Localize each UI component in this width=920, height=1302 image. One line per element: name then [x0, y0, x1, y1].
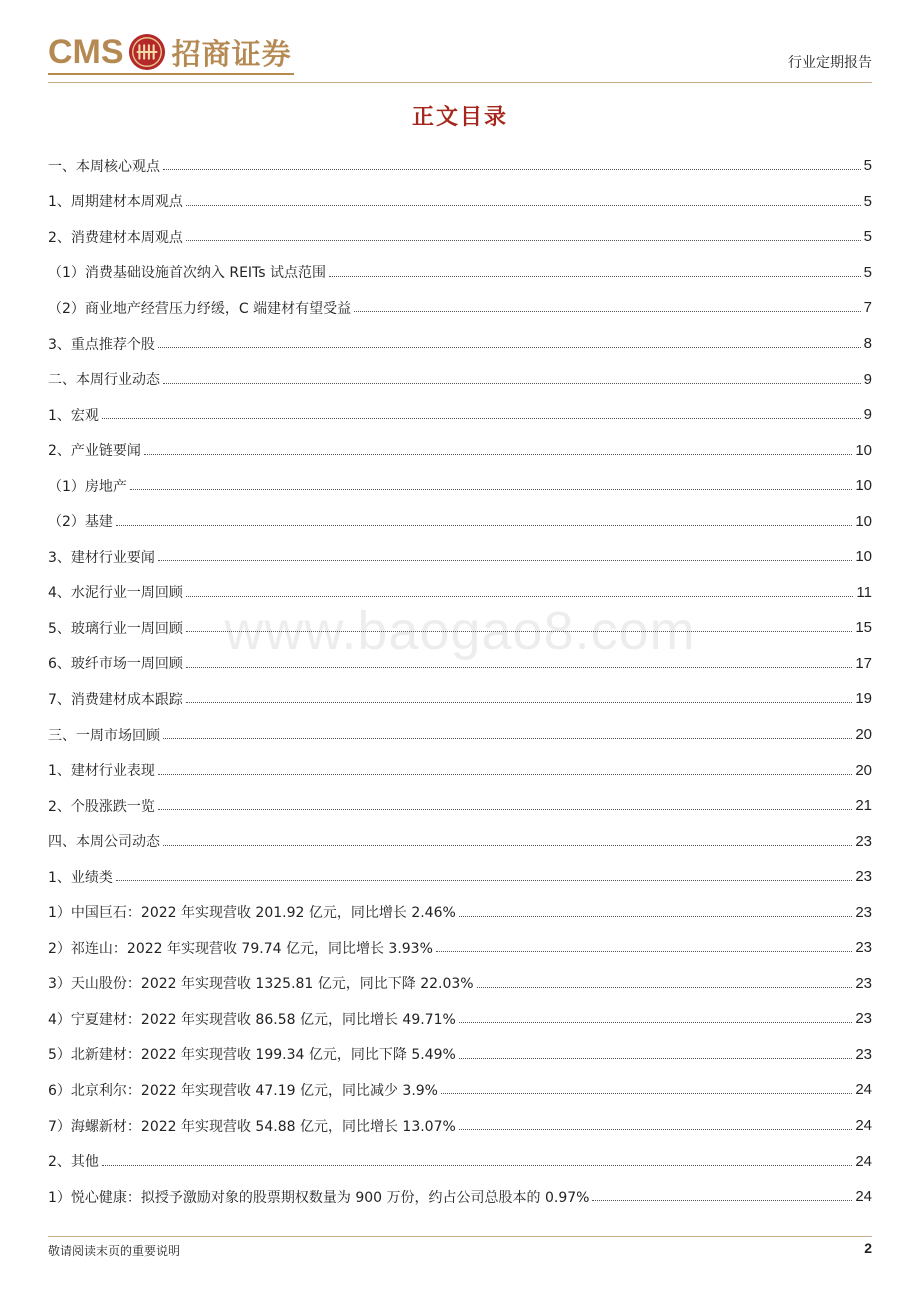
toc-entry-text: 2）祁连山：2022 年实现营收 79.74 亿元，同比增长 3.93%: [48, 940, 433, 957]
toc-entry[interactable]: [48, 966, 872, 1002]
toc-entry-text: 2、个股涨跌一览: [48, 798, 155, 815]
toc-entry-text: 2、消费建材本周观点: [48, 229, 183, 246]
logo-chinese-text: 招商证券: [171, 36, 292, 71]
footer-disclaimer-note: 敬请阅读末页的重要说明: [48, 1244, 181, 1258]
toc-entry[interactable]: [48, 503, 872, 539]
page-number: 2: [864, 1240, 872, 1256]
toc-entry-text: 2、产业链要闻: [48, 443, 141, 460]
toc-entry[interactable]: [48, 1179, 872, 1215]
toc-entry-page: 10: [855, 512, 872, 530]
toc-entry[interactable]: [48, 1108, 872, 1144]
toc-dot-leader: [186, 205, 861, 206]
toc-entry[interactable]: [48, 894, 872, 930]
toc-dot-leader: [102, 418, 861, 419]
toc-entry-page: 23: [855, 1045, 872, 1063]
toc-entry-page: 19: [855, 690, 872, 708]
toc-entry-page: 20: [855, 726, 872, 744]
toc-entry[interactable]: [48, 219, 872, 255]
toc-dot-leader: [459, 916, 853, 917]
toc-dot-leader: [158, 560, 852, 561]
toc-entry-text: 3、重点推荐个股: [48, 336, 155, 353]
header-divider: [48, 82, 872, 83]
toc-entry-text: 三、一周市场回顾: [48, 727, 160, 744]
toc-entry-text: 一、本周核心观点: [48, 158, 160, 175]
toc-entry-text: 1）悦心健康：拟授予激励对象的股票期权数量为 900 万份，约占公司总股本的 0.97%: [48, 1189, 590, 1206]
toc-entry-page: 23: [855, 868, 872, 886]
toc-entry[interactable]: [48, 1037, 872, 1073]
toc-dot-leader: [163, 169, 861, 170]
toc-dot-leader: [186, 596, 854, 597]
toc-entry[interactable]: [48, 930, 872, 966]
toc-entry-page: 23: [855, 939, 872, 957]
toc-entry-text: 4、水泥行业一周回顾: [48, 585, 183, 602]
toc-entry[interactable]: [48, 290, 872, 326]
toc-entry[interactable]: [48, 326, 872, 362]
toc-entry-text: 3）天山股份：2022 年实现营收 1325.81 亿元，同比下降 22.03%: [48, 976, 474, 993]
cms-seal-icon: [128, 33, 166, 71]
toc-entry-page: 24: [855, 1188, 872, 1206]
toc-entry[interactable]: [48, 859, 872, 895]
toc-dot-leader: [186, 240, 861, 241]
toc-entry-text: （1）房地产: [48, 478, 127, 495]
toc-dot-leader: [329, 276, 861, 277]
toc-entry[interactable]: [48, 148, 872, 184]
toc-dot-leader: [459, 1058, 853, 1059]
toc-entry[interactable]: [48, 1143, 872, 1179]
toc-dot-leader: [592, 1200, 852, 1201]
toc-entry[interactable]: [48, 1072, 872, 1108]
toc-dot-leader: [436, 951, 852, 952]
toc-entry-page: 23: [855, 832, 872, 850]
toc-entry-page: 8: [863, 335, 872, 352]
toc-dot-leader: [158, 347, 861, 348]
toc-entry[interactable]: [48, 432, 872, 468]
toc-entry-text: （2）商业地产经营压力纾缓，C 端建材有望受益: [48, 300, 352, 317]
toc-entry[interactable]: [48, 575, 872, 611]
toc-entry-page: 10: [855, 477, 872, 495]
toc-entry-text: 二、本周行业动态: [48, 372, 160, 389]
watermark: www.baogao8.com: [224, 601, 696, 661]
toc-entry-page: 7: [863, 299, 872, 317]
table-of-contents: [48, 148, 872, 1214]
toc-entry[interactable]: [48, 681, 872, 717]
toc-entry-page: 15: [855, 619, 872, 637]
toc-title: 正文目录: [411, 104, 508, 130]
toc-entry-page: 10: [855, 548, 872, 566]
toc-entry-page: 5: [863, 192, 872, 210]
report-type-label: 行业定期报告: [788, 55, 872, 71]
toc-dot-leader: [459, 1129, 853, 1130]
toc-entry-text: 2、其他: [48, 1154, 99, 1171]
toc-entry-text: 5）北新建材：2022 年实现营收 199.34 亿元，同比下降 5.49%: [48, 1047, 456, 1064]
toc-dot-leader: [158, 774, 852, 775]
toc-entry[interactable]: [48, 184, 872, 220]
toc-dot-leader: [144, 454, 852, 455]
toc-dot-leader: [441, 1093, 852, 1094]
toc-dot-leader: [477, 987, 853, 988]
footer-divider: [48, 1236, 872, 1237]
toc-entry-page: 24: [855, 1152, 872, 1170]
toc-entry-text: 7、消费建材成本跟踪: [48, 691, 183, 708]
toc-entry[interactable]: [48, 752, 872, 788]
toc-entry-page: 5: [863, 157, 872, 175]
toc-entry-page: 23: [855, 1010, 872, 1028]
toc-entry-text: 5、玻璃行业一周回顾: [48, 620, 183, 637]
toc-entry[interactable]: [48, 255, 872, 291]
toc-dot-leader: [186, 667, 852, 668]
toc-entry[interactable]: [48, 468, 872, 504]
toc-entry-page: 9: [863, 370, 872, 388]
toc-entry-text: 7）海螺新材：2022 年实现营收 54.88 亿元，同比增长 13.07%: [48, 1118, 456, 1135]
toc-entry-text: 1、宏观: [48, 407, 99, 424]
toc-entry-text: 4）宁夏建材：2022 年实现营收 86.58 亿元，同比增长 49.71%: [48, 1011, 456, 1028]
toc-entry[interactable]: [48, 646, 872, 682]
toc-entry-text: （2）基建: [48, 514, 113, 531]
toc-entry-page: 24: [855, 1117, 872, 1135]
toc-entry-page: 24: [855, 1081, 872, 1099]
toc-entry-text: 3、建材行业要闻: [48, 549, 155, 566]
toc-dot-leader: [186, 702, 852, 703]
toc-entry-page: 21: [855, 797, 872, 815]
toc-entry-page: 11: [856, 583, 872, 601]
logo-latin-text: CMS: [48, 32, 124, 71]
cms-logo: [48, 30, 292, 74]
toc-entry-text: 1）中国巨石：2022 年实现营收 201.92 亿元，同比增长 2.46%: [48, 905, 456, 922]
toc-dot-leader: [163, 845, 852, 846]
toc-entry-page: 5: [863, 263, 872, 281]
toc-entry[interactable]: [48, 717, 872, 753]
toc-entry-page: 20: [855, 761, 872, 779]
toc-dot-leader: [158, 809, 852, 810]
toc-entry-text: 1、建材行业表现: [48, 763, 155, 780]
toc-entry[interactable]: [48, 397, 872, 433]
toc-entry-text: 1、业绩类: [48, 869, 113, 886]
toc-entry[interactable]: [48, 539, 872, 575]
toc-dot-leader: [116, 525, 852, 526]
toc-dot-leader: [186, 631, 852, 632]
toc-entry-page: 5: [863, 228, 872, 246]
toc-entry-text: （1）消费基础设施首次纳入 REITs 试点范围: [48, 265, 327, 282]
toc-entry[interactable]: [48, 823, 872, 859]
toc-dot-leader: [163, 738, 852, 739]
toc-entry[interactable]: [48, 1001, 872, 1037]
toc-entry-text: 6、玻纤市场一周回顾: [48, 656, 183, 673]
toc-entry[interactable]: [48, 361, 872, 397]
toc-dot-leader: [459, 1022, 853, 1023]
toc-entry-page: 23: [855, 974, 872, 992]
toc-entry-page: 10: [855, 441, 872, 459]
toc-entry[interactable]: [48, 610, 872, 646]
logo-underline: [48, 73, 294, 75]
toc-entry[interactable]: [48, 788, 872, 824]
toc-dot-leader: [102, 1165, 852, 1166]
page-header: [48, 30, 872, 82]
toc-dot-leader: [163, 383, 861, 384]
toc-entry-page: 23: [855, 903, 872, 921]
toc-dot-leader: [116, 880, 852, 881]
toc-entry-page: 9: [863, 406, 872, 424]
toc-entry-text: 四、本周公司动态: [48, 834, 160, 851]
toc-entry-text: 1、周期建材本周观点: [48, 194, 183, 211]
toc-dot-leader: [130, 489, 852, 490]
toc-dot-leader: [354, 311, 861, 312]
toc-entry-text: 6）北京利尔：2022 年实现营收 47.19 亿元，同比减少 3.9%: [48, 1082, 438, 1099]
toc-entry-page: 17: [855, 654, 872, 672]
